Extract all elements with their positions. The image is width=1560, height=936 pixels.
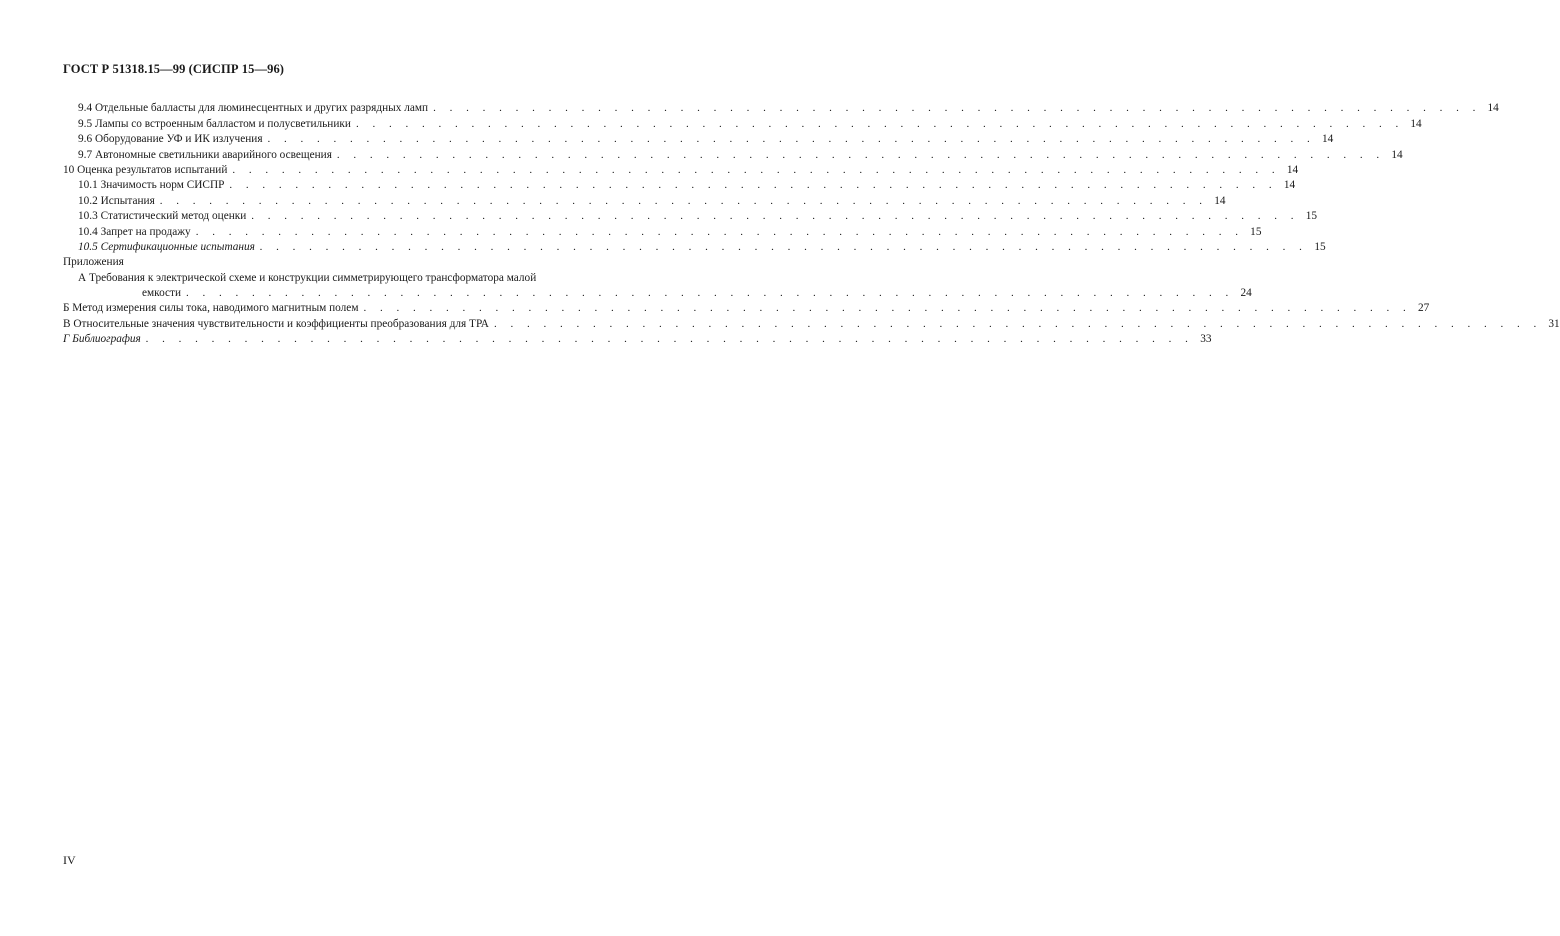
toc-section-appendices	[63, 254, 600, 269]
toc-leader-dots: . . . . . . . . . . . . . . . . . . . . . . . . . . . . . . . . . . . . . . . . . . . . . . . . . . . . . . . . . . . . . . . .	[229, 179, 1278, 192]
toc-leader-dots: . . . . . . . . . . . . . . . . . . . . . . . . . . . . . . . . . . . . . . . . . . . . . . . . . . . . . . . . . . . . . . . .	[493, 317, 1542, 330]
toc-entry-10-3	[63, 208, 1318, 223]
toc-leader-dots: . . . . . . . . . . . . . . . . . . . . . . . . . . . . . . . . . . . . . . . . . . . . . . . . . . . . . . . . . . . . . . . .	[363, 302, 1412, 315]
toc-entry-page: 31	[1548, 317, 1560, 330]
toc-entry-9-6	[63, 131, 1334, 146]
toc-entry-page: 14	[1283, 179, 1296, 192]
toc-entry-title: 10 Оценка результатов испытаний	[63, 163, 228, 176]
toc-entry-9-7	[63, 146, 1403, 161]
toc-entry-appendix-g	[63, 331, 1212, 346]
page-number: IV	[63, 853, 76, 867]
toc-entry-title: 10.5 Сертификационные испытания	[78, 240, 255, 253]
toc-leader-dots: . . . . . . . . . . . . . . . . . . . . . . . . . . . . . . . . . . . . . . . . . . . . . . . . . . . . . . . . . . . . . . . .	[433, 102, 1481, 115]
toc-entry-title: 10.3 Статистический метод оценки	[78, 210, 247, 223]
toc-entry-title: В Относительные значения чувствительности и коэффициенты преобразования для ТРА	[63, 317, 489, 330]
toc-leader-dots: . . . . . . . . . . . . . . . . . . . . . . . . . . . . . . . . . . . . . . . . . . . . . . . . . . . . . . . . . . . . . . . .	[259, 240, 1308, 253]
toc-entry-page: 14	[1286, 163, 1299, 176]
toc-entry-appendix-a-cont	[63, 285, 1252, 300]
toc-entry-title: Г Библиография	[63, 333, 141, 346]
table-of-contents	[63, 100, 1560, 346]
toc-entry-title: 9.6 Оборудование УФ и ИК излучения	[78, 133, 263, 146]
toc-leader-dots: . . . . . . . . . . . . . . . . . . . . . . . . . . . . . . . . . . . . . . . . . . . . . . . . . . . . . . . . . . . . . . . .	[145, 333, 1194, 346]
toc-entry-appendix-a	[63, 269, 600, 284]
toc-leader-dots: . . . . . . . . . . . . . . . . . . . . . . . . . . . . . . . . . . . . . . . . . . . . . . . . . . . . . . . . . . . . . . . .	[355, 117, 1404, 130]
toc-entry-10-1	[63, 177, 1296, 192]
toc-entry-title: 10.1 Значимость норм СИСПР	[78, 179, 225, 192]
toc-entry-page: 14	[1214, 194, 1226, 207]
toc-entry-9-4	[63, 100, 1499, 115]
toc-entry-page: 27	[1417, 302, 1430, 315]
toc-entry-10	[63, 162, 1299, 177]
toc-entry-title: А Требования к электрической схеме и конструкции симметрирующего трансформатора малой	[78, 271, 537, 284]
toc-leader-dots: . . . . . . . . . . . . . . . . . . . . . . . . . . . . . . . . . . . . . . . . . . . . . . . . . . . . . . . . . . . . . . . .	[336, 148, 1385, 161]
toc-leader-dots: . . . . . . . . . . . . . . . . . . . . . . . . . . . . . . . . . . . . . . . . . . . . . . . . . . . . . . . . . . . . . . . .	[195, 225, 1244, 238]
toc-entry-10-5	[63, 239, 1326, 254]
toc-entry-appendix-v	[63, 315, 1560, 330]
toc-entry-page: 14	[1487, 102, 1499, 115]
toc-entry-page: 14	[1322, 133, 1334, 146]
toc-entry-10-2	[63, 192, 1226, 207]
toc-entry-title: 10.2 Испытания	[78, 194, 155, 207]
toc-leader-dots: . . . . . . . . . . . . . . . . . . . . . . . . . . . . . . . . . . . . . . . . . . . . . . . . . . . . . . . . . . . . . . . .	[267, 133, 1316, 146]
toc-entry-appendix-b	[63, 300, 1430, 315]
document-header: ГОСТ Р 51318.15—99 (СИСПР 15—96)	[63, 62, 285, 76]
toc-leader-dots: . . . . . . . . . . . . . . . . . . . . . . . . . . . . . . . . . . . . . . . . . . . . . . . . . . . . . . . . . . . . . . . .	[186, 287, 1234, 300]
toc-entry-9-5	[63, 115, 1422, 130]
toc-entry-10-4	[63, 223, 1262, 238]
toc-entry-page: 33	[1200, 333, 1212, 346]
toc-entry-title: 9.7 Автономные светильники аварийного освещения	[78, 148, 332, 161]
toc-leader-dots: . . . . . . . . . . . . . . . . . . . . . . . . . . . . . . . . . . . . . . . . . . . . . . . . . . . . . . . . . . . . . . . .	[159, 194, 1208, 207]
toc-entry-title: 9.5 Лампы со встроенным балластом и полусветильники	[78, 117, 351, 130]
toc-entry-page: 14	[1391, 148, 1403, 161]
toc-entry-title: емкости	[142, 287, 182, 300]
toc-entry-title: 9.4 Отдельные балласты для люминесцентных и других разрядных ламп	[78, 102, 429, 115]
toc-entry-title: 10.4 Запрет на продажу	[78, 225, 191, 238]
toc-entry-title: Б Метод измерения силы тока, наводимого магнитным полем	[63, 302, 359, 315]
toc-leader-dots: . . . . . . . . . . . . . . . . . . . . . . . . . . . . . . . . . . . . . . . . . . . . . . . . . . . . . . . . . . . . . . . .	[232, 163, 1281, 176]
toc-entry-page: 24	[1240, 287, 1252, 300]
toc-entry-page: 15	[1314, 240, 1326, 253]
toc-entry-page: 15	[1305, 210, 1318, 223]
toc-leader-dots: . . . . . . . . . . . . . . . . . . . . . . . . . . . . . . . . . . . . . . . . . . . . . . . . . . . . . . . . . . . . . . . .	[251, 210, 1300, 223]
toc-section-title: Приложения	[63, 256, 124, 269]
toc-entry-page: 15	[1250, 225, 1262, 238]
toc-entry-page: 14	[1410, 117, 1422, 130]
